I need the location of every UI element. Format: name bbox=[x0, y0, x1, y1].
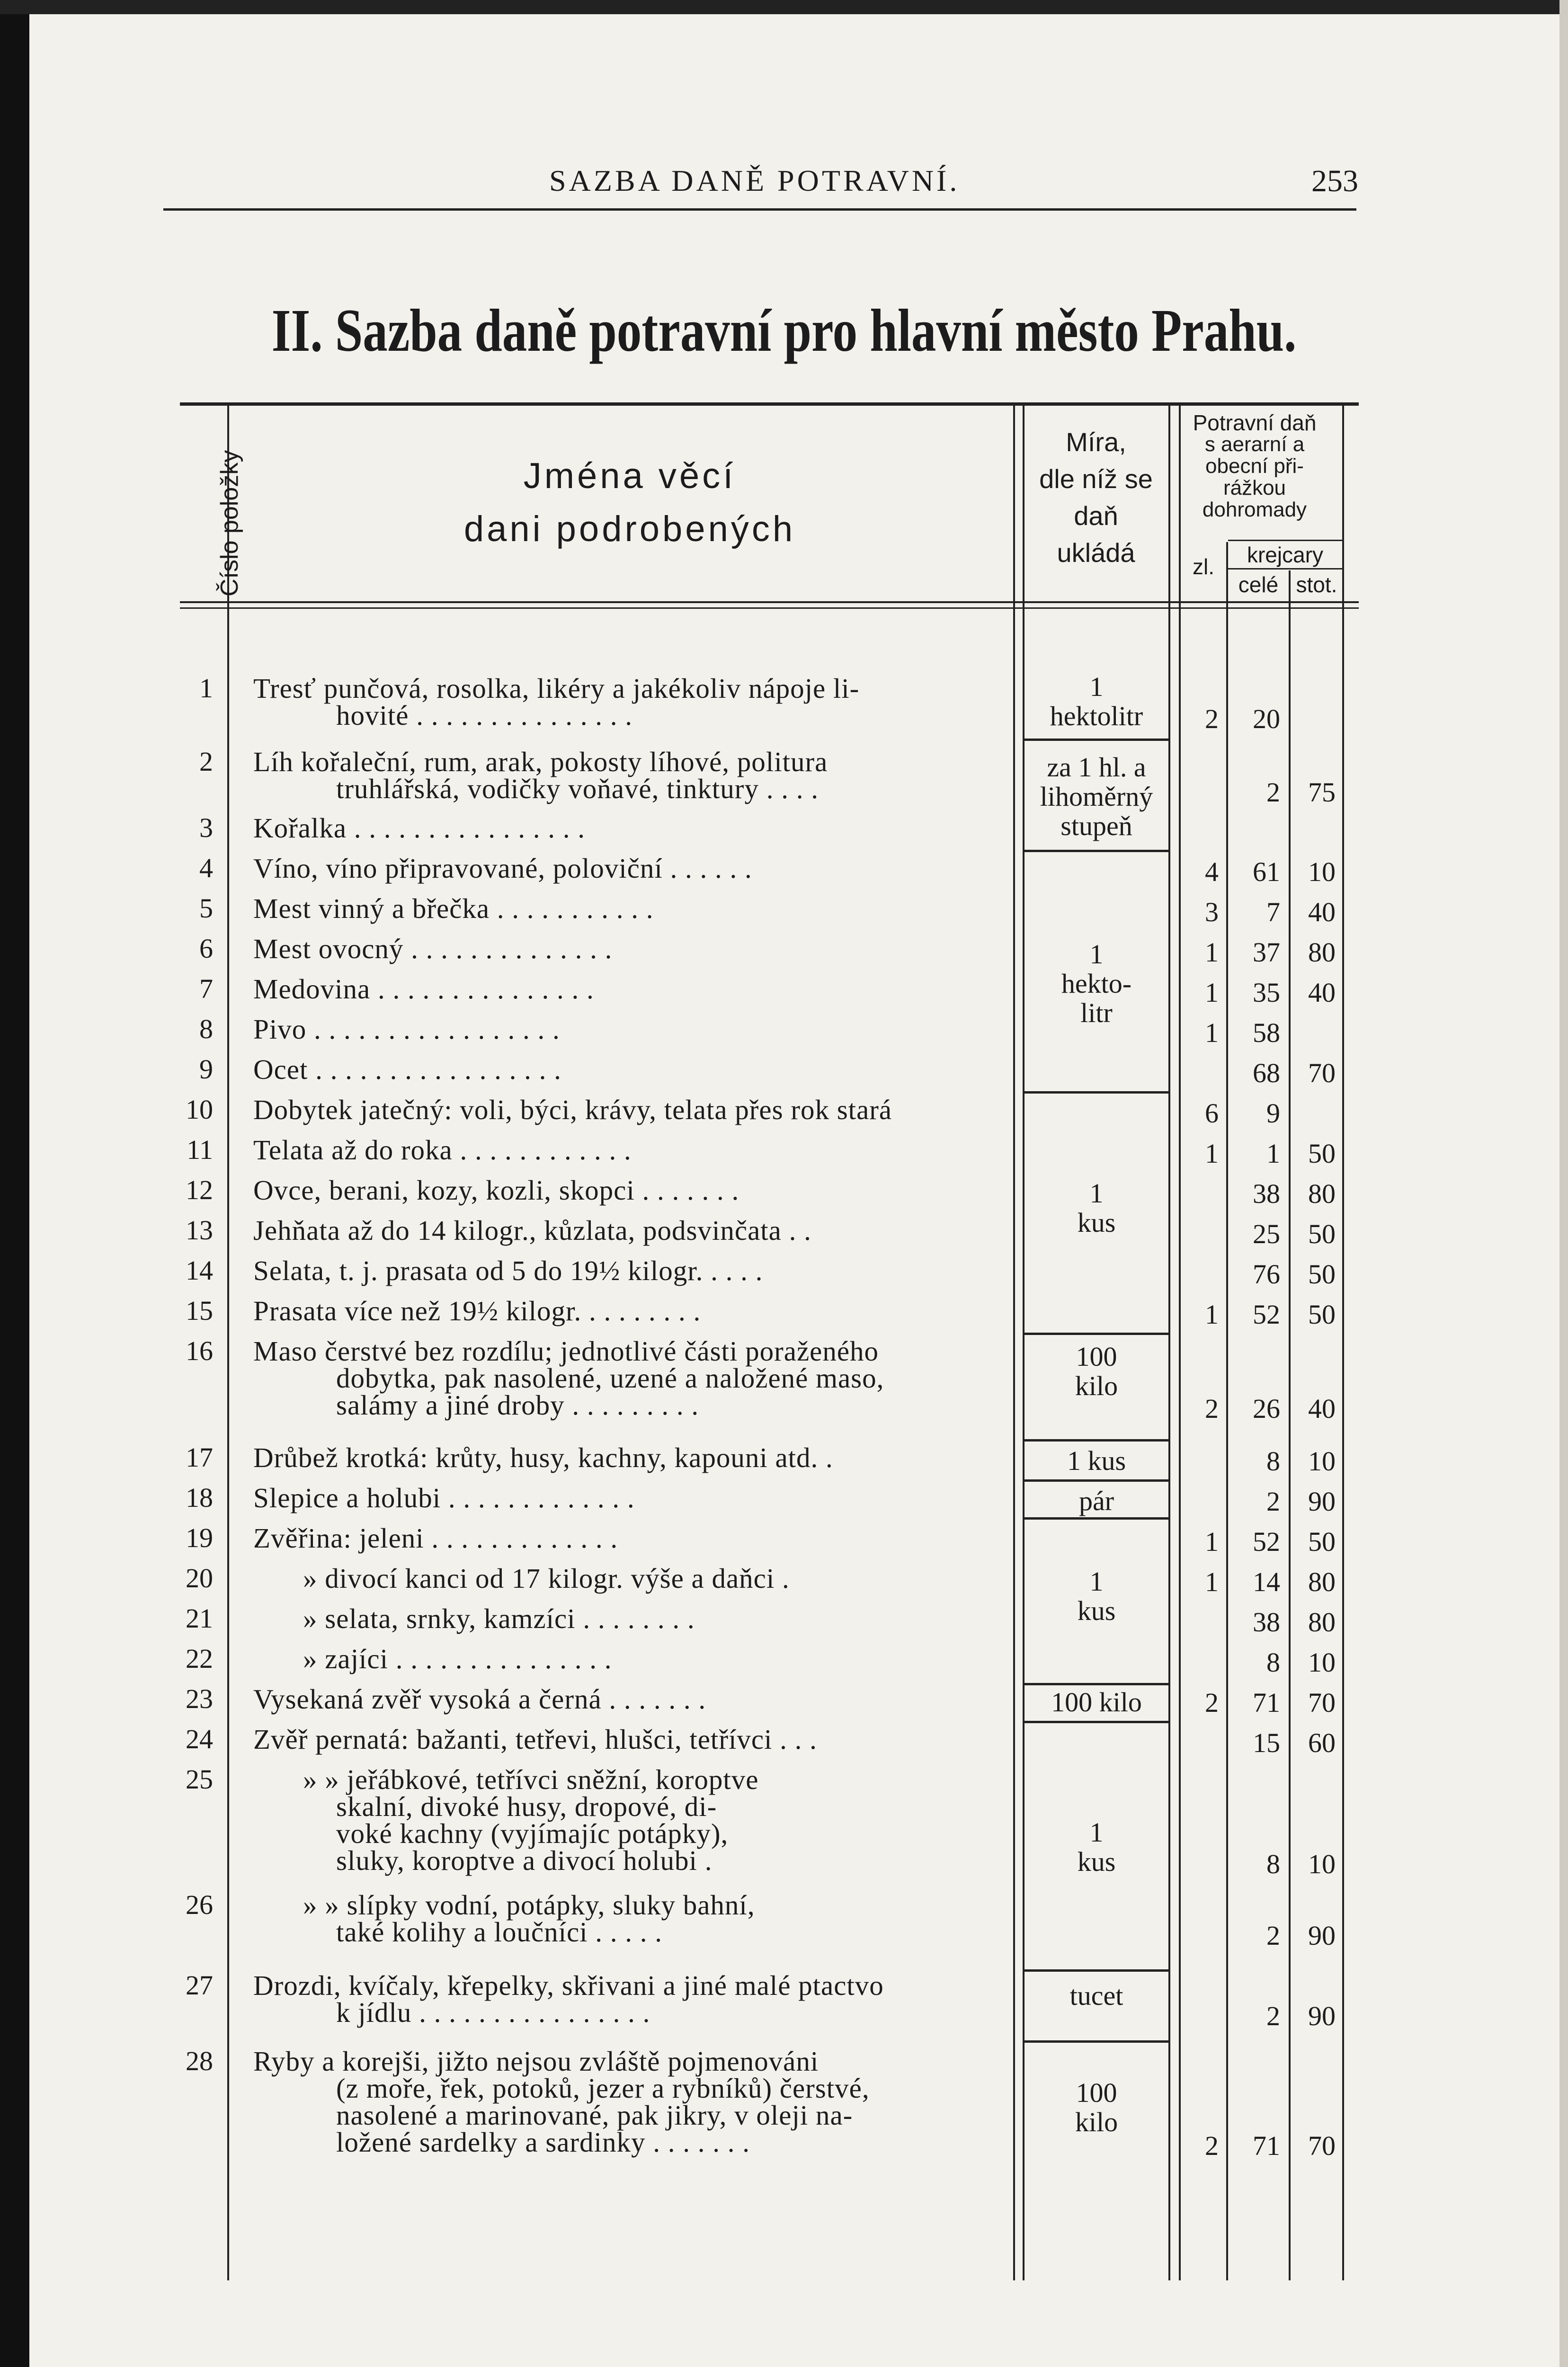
measure-unit bbox=[1025, 1688, 1168, 1717]
unit-rule bbox=[1025, 1333, 1168, 1335]
row-number: 11 bbox=[187, 1134, 213, 1165]
item-name-line: Zvěřina: jeleni . . . . . . . . . . . . . bbox=[253, 1522, 618, 1554]
row-number: 2 bbox=[199, 746, 213, 777]
tax-kr-stot: 60 bbox=[1308, 1727, 1336, 1758]
tax-kr-cele: 2 bbox=[1266, 2001, 1280, 2031]
tax-kr-cele: 14 bbox=[1253, 1566, 1280, 1597]
col-header-cele: celé bbox=[1238, 572, 1279, 597]
item-name-line: Ocet . . . . . . . . . . . . . . . . . bbox=[253, 1054, 561, 1085]
col-header-names bbox=[265, 450, 994, 556]
measure-unit bbox=[1025, 1446, 1168, 1476]
tax-kr-stot: 10 bbox=[1308, 1647, 1336, 1678]
col-header-measure-line: dle níž se bbox=[1039, 464, 1153, 494]
item-name-line: dobytka, pak nasolené, uzené a naložené maso, bbox=[336, 1362, 884, 1394]
measure-unit-line: pár bbox=[1078, 1486, 1114, 1516]
measure-unit bbox=[1025, 940, 1168, 1028]
tax-kr-cele: 15 bbox=[1253, 1727, 1280, 1758]
tax-kr-stot: 50 bbox=[1308, 1259, 1336, 1290]
tax-kr-stot: 90 bbox=[1308, 1920, 1336, 1951]
row-number: 26 bbox=[186, 1889, 213, 1920]
measure-unit-line: 100 bbox=[1076, 2077, 1117, 2108]
tax-kr-stot: 80 bbox=[1308, 1607, 1336, 1637]
measure-unit-line: 1 bbox=[1089, 1178, 1104, 1209]
tax-kr-cele: 76 bbox=[1253, 1259, 1280, 1290]
row-number: 8 bbox=[199, 1014, 213, 1044]
tax-kr-cele: 71 bbox=[1253, 1687, 1280, 1718]
tax-kr-cele: 38 bbox=[1253, 1607, 1280, 1637]
col-divider bbox=[1168, 406, 1170, 2280]
tax-kr-stot: 90 bbox=[1308, 1486, 1336, 1517]
col-header-measure-line: daň bbox=[1074, 501, 1118, 531]
item-name-line: Prasata více než 19½ kilogr. . . . . . . . . bbox=[253, 1295, 701, 1326]
tax-zl: 6 bbox=[1205, 1098, 1219, 1129]
tax-kr-cele: 38 bbox=[1253, 1178, 1280, 1209]
item-name-line: Maso čerstvé bez rozdílu; jednotlivé části poraženého bbox=[253, 1335, 879, 1367]
tax-kr-stot: 50 bbox=[1308, 1138, 1336, 1169]
unit-rule bbox=[1025, 850, 1168, 852]
measure-unit-line: 1 bbox=[1089, 1566, 1104, 1597]
header-rule bbox=[163, 208, 1356, 211]
measure-unit-line: kus bbox=[1077, 1595, 1116, 1626]
unit-rule bbox=[1025, 2040, 1168, 2043]
tax-zl: 2 bbox=[1205, 703, 1219, 734]
col-header-names-line2: dani podrobených bbox=[463, 509, 796, 549]
unit-rule bbox=[1025, 1517, 1168, 1520]
col-divider bbox=[1342, 406, 1344, 2280]
page-number: 253 bbox=[1311, 164, 1358, 198]
tax-kr-stot: 90 bbox=[1308, 2001, 1336, 2031]
row-number: 22 bbox=[186, 1643, 213, 1674]
row-number: 3 bbox=[199, 812, 213, 843]
row-number: 21 bbox=[186, 1603, 213, 1634]
table-top-rule bbox=[180, 402, 1359, 406]
item-name-line: hovité . . . . . . . . . . . . . . . bbox=[336, 700, 633, 731]
measure-unit bbox=[1025, 672, 1168, 731]
item-name-line: » » slípky vodní, potápky, sluky bahní, bbox=[303, 1889, 755, 1921]
tax-zl: 1 bbox=[1205, 1017, 1219, 1048]
row-number: 23 bbox=[186, 1683, 213, 1714]
col-header-measure-line: ukládá bbox=[1057, 538, 1135, 568]
tax-zl: 2 bbox=[1205, 1393, 1219, 1424]
row-number: 27 bbox=[186, 1970, 213, 2001]
row-number: 14 bbox=[186, 1255, 213, 1286]
subheader-rule bbox=[1228, 568, 1342, 570]
item-name-line: také kolihy a loučníci . . . . . bbox=[336, 1916, 663, 1948]
row-number: 15 bbox=[186, 1295, 213, 1326]
measure-unit-line: hekto- bbox=[1061, 968, 1132, 999]
tax-zl: 1 bbox=[1205, 937, 1219, 968]
tax-kr-stot: 10 bbox=[1308, 1446, 1336, 1477]
tax-kr-cele: 52 bbox=[1253, 1526, 1280, 1557]
row-number: 19 bbox=[186, 1522, 213, 1553]
tax-kr-stot: 40 bbox=[1308, 897, 1336, 927]
measure-unit-line: 100 bbox=[1076, 1341, 1117, 1372]
tax-kr-stot: 40 bbox=[1308, 1393, 1336, 1424]
item-name-line: Ovce, berani, kozy, kozli, skopci . . . . . . . bbox=[253, 1175, 739, 1206]
col-header-kr: krejcary bbox=[1247, 543, 1324, 567]
item-name-line: Medovina . . . . . . . . . . . . . . . bbox=[253, 973, 594, 1005]
measure-unit-line: litr bbox=[1080, 997, 1113, 1028]
subheader-rule bbox=[1228, 540, 1342, 541]
row-number: 6 bbox=[199, 933, 213, 964]
item-name-line: Zvěř pernatá: bažanti, tetřevi, hlušci, tetřívci . . . bbox=[253, 1724, 817, 1755]
item-name-line: ložené sardelky a sardinky . . . . . . . bbox=[336, 2127, 750, 2158]
item-name-line: voké kachny (vyjímajíc potápky), bbox=[336, 1818, 729, 1849]
item-name-line: Slepice a holubi . . . . . . . . . . . . . bbox=[253, 1482, 635, 1513]
col-header-names-line1: Jména věcí bbox=[523, 456, 736, 496]
tax-kr-cele: 25 bbox=[1253, 1219, 1280, 1249]
tax-kr-cele: 20 bbox=[1253, 703, 1280, 734]
measure-unit-line: kilo bbox=[1075, 1370, 1118, 1401]
item-name-line: Tresť punčová, rosolka, likéry a jakékoliv nápoje li- bbox=[253, 673, 860, 704]
item-name-line: » selata, srnky, kamzíci . . . . . . . . bbox=[303, 1603, 695, 1634]
tax-kr-cele: 2 bbox=[1266, 777, 1280, 808]
row-number: 4 bbox=[199, 853, 213, 883]
tax-kr-cele: 68 bbox=[1253, 1058, 1280, 1088]
item-name-line: sluky, koroptve a divocí holubi . bbox=[336, 1845, 713, 1876]
header-bottom-rule bbox=[180, 601, 1359, 603]
item-name-line: Mest ovocný . . . . . . . . . . . . . . bbox=[253, 933, 613, 964]
tax-zl: 4 bbox=[1205, 856, 1219, 887]
tax-kr-cele: 61 bbox=[1253, 856, 1280, 887]
item-name-line: Dobytek jatečný: voli, býci, krávy, telata přes rok stará bbox=[253, 1094, 892, 1125]
unit-rule bbox=[1025, 1091, 1168, 1094]
col-header-zl: zl. bbox=[1193, 554, 1214, 579]
measure-unit-line: kus bbox=[1077, 1846, 1116, 1877]
tax-kr-stot: 80 bbox=[1308, 1566, 1336, 1597]
measure-unit-line: za 1 hl. a bbox=[1047, 752, 1146, 783]
tax-kr-cele: 7 bbox=[1266, 897, 1280, 927]
tax-kr-stot: 70 bbox=[1308, 1687, 1336, 1718]
item-name-line: Líh kořaleční, rum, arak, pokosty líhové, politura bbox=[253, 746, 828, 777]
measure-unit-line: stupeň bbox=[1060, 810, 1132, 841]
item-name-line: Vysekaná zvěř vysoká a černá . . . . . . . bbox=[253, 1683, 706, 1715]
tax-kr-cele: 58 bbox=[1253, 1017, 1280, 1048]
row-number: 25 bbox=[186, 1764, 213, 1795]
item-name-line: k jídlu . . . . . . . . . . . . . . . . bbox=[336, 1997, 650, 2028]
tax-kr-stot: 70 bbox=[1308, 1058, 1336, 1088]
measure-unit bbox=[1025, 2078, 1168, 2137]
tax-kr-stot: 50 bbox=[1308, 1526, 1336, 1557]
item-name-line: Drůbež krotká: krůty, husy, kachny, kapouni atd. . bbox=[253, 1442, 833, 1473]
col-header-tax-line: obecní při- bbox=[1205, 454, 1304, 478]
tax-kr-stot: 70 bbox=[1308, 2130, 1336, 2161]
col-divider bbox=[1179, 406, 1181, 2280]
item-name-line: Selata, t. j. prasata od 5 do 19½ kilogr. . . . . bbox=[253, 1255, 763, 1286]
col-header-number: Číslo položky bbox=[216, 450, 243, 596]
row-number: 18 bbox=[186, 1482, 213, 1513]
row-number: 10 bbox=[186, 1094, 213, 1125]
tax-kr-stot: 10 bbox=[1308, 856, 1336, 887]
unit-rule bbox=[1025, 1969, 1168, 1972]
item-name-line: nasolené a marinované, pak jikry, v oleji na- bbox=[336, 2100, 853, 2131]
header-bottom-rule-2 bbox=[180, 607, 1359, 609]
measure-unit bbox=[1025, 1179, 1168, 1237]
tax-zl: 1 bbox=[1205, 1566, 1219, 1597]
col-header-measure bbox=[1018, 424, 1174, 571]
item-name-line: Pivo . . . . . . . . . . . . . . . . . bbox=[253, 1014, 560, 1045]
tax-kr-stot: 10 bbox=[1308, 1849, 1336, 1879]
item-name-line: » divocí kanci od 17 kilogr. výše a daňci . bbox=[303, 1563, 790, 1594]
item-name-line: Ryby a korejši, jižto nejsou zvláště pojmenováni bbox=[253, 2046, 819, 2077]
col-divider bbox=[227, 406, 229, 2280]
tax-zl: 2 bbox=[1205, 1687, 1219, 1718]
item-name-line: Mest vinný a břečka . . . . . . . . . . . bbox=[253, 893, 654, 924]
measure-unit bbox=[1025, 753, 1168, 841]
row-number: 9 bbox=[199, 1054, 213, 1085]
row-number: 12 bbox=[186, 1175, 213, 1205]
item-name-line: Telata až do roka . . . . . . . . . . . . bbox=[253, 1134, 632, 1166]
tax-kr-stot: 40 bbox=[1308, 977, 1336, 1008]
row-number: 1 bbox=[199, 673, 213, 703]
tax-kr-cele: 26 bbox=[1253, 1393, 1280, 1424]
measure-unit-line: 1 kus bbox=[1067, 1445, 1126, 1476]
item-name-line: » zajíci . . . . . . . . . . . . . . . bbox=[303, 1643, 612, 1674]
tax-kr-cele: 1 bbox=[1266, 1138, 1280, 1169]
tax-kr-stot: 75 bbox=[1308, 777, 1336, 808]
scan-right-edge bbox=[1559, 0, 1568, 2367]
tax-kr-cele: 52 bbox=[1253, 1299, 1280, 1330]
item-name-line: Drozdi, kvíčaly, křepelky, skřivani a jiné malé ptactvo bbox=[253, 1970, 884, 2001]
tax-kr-stot: 50 bbox=[1308, 1219, 1336, 1249]
unit-rule bbox=[1025, 1479, 1168, 1482]
measure-unit-line: 1 bbox=[1089, 1817, 1104, 1848]
unit-rule bbox=[1025, 1683, 1168, 1685]
measure-unit-line: tucet bbox=[1069, 1980, 1123, 2011]
tax-kr-cele: 37 bbox=[1253, 937, 1280, 968]
item-name-line: skalní, divoké husy, dropové, di- bbox=[336, 1791, 717, 1822]
item-name-line: Kořalka . . . . . . . . . . . . . . . . bbox=[253, 812, 586, 844]
measure-unit bbox=[1025, 1342, 1168, 1401]
tax-zl: 1 bbox=[1205, 1138, 1219, 1169]
measure-unit bbox=[1025, 1567, 1168, 1626]
page-title: II. Sazba daně potravní pro hlavní město Prahu. bbox=[271, 297, 1297, 364]
tax-kr-cele: 8 bbox=[1266, 1849, 1280, 1879]
tax-kr-cele: 2 bbox=[1266, 1486, 1280, 1517]
measure-unit-line: 1 bbox=[1089, 939, 1104, 970]
tax-zl: 2 bbox=[1205, 2130, 1219, 2161]
item-name-line: Jehňata až do 14 kilogr., kůzlata, podsvinčata . . bbox=[253, 1215, 811, 1246]
tax-kr-cele: 71 bbox=[1253, 2130, 1280, 2161]
tax-kr-cele: 9 bbox=[1266, 1098, 1280, 1129]
row-number: 16 bbox=[186, 1335, 213, 1366]
tax-zl: 1 bbox=[1205, 1526, 1219, 1557]
col-header-tax-line: s aerarní a bbox=[1204, 433, 1305, 456]
running-head: SAZBA DANĚ POTRAVNÍ. bbox=[549, 164, 960, 197]
measure-unit-line: kilo bbox=[1075, 2107, 1118, 2137]
item-name-line: Víno, víno připravované, poloviční . . . . . . bbox=[253, 853, 752, 884]
tax-kr-cele: 8 bbox=[1266, 1446, 1280, 1477]
row-number: 24 bbox=[186, 1724, 213, 1754]
item-name-line: salámy a jiné droby . . . . . . . . . bbox=[336, 1389, 699, 1421]
measure-unit-line: kus bbox=[1077, 1207, 1116, 1238]
row-number: 5 bbox=[199, 893, 213, 924]
scan-top-edge bbox=[0, 0, 1568, 14]
row-number: 13 bbox=[186, 1215, 213, 1246]
measure-unit-line: 1 bbox=[1089, 671, 1104, 702]
measure-unit-line: lihoměrný bbox=[1040, 781, 1153, 812]
col-header-tax-line: dohromady bbox=[1202, 498, 1307, 521]
tax-kr-cele: 2 bbox=[1266, 1920, 1280, 1951]
col-header-measure-line: Míra, bbox=[1066, 427, 1126, 457]
tax-zl: 1 bbox=[1205, 977, 1219, 1008]
measure-unit-line: 100 kilo bbox=[1051, 1687, 1142, 1717]
col-divider bbox=[1013, 406, 1015, 2280]
tax-kr-cele: 8 bbox=[1266, 1647, 1280, 1678]
tax-kr-stot: 50 bbox=[1308, 1299, 1336, 1330]
unit-rule bbox=[1025, 739, 1168, 741]
item-name-line: (z moře, řek, potoků, jezer a rybníků) čerstvé, bbox=[336, 2073, 870, 2104]
col-header-tax-line: Potravní daň bbox=[1193, 410, 1317, 435]
measure-unit bbox=[1025, 1818, 1168, 1877]
row-number: 28 bbox=[186, 2046, 213, 2076]
row-number: 7 bbox=[199, 973, 213, 1004]
unit-rule bbox=[1025, 1439, 1168, 1442]
row-number: 17 bbox=[186, 1442, 213, 1473]
scan-binding-edge bbox=[0, 0, 29, 2367]
tax-kr-cele: 35 bbox=[1253, 977, 1280, 1008]
measure-unit bbox=[1025, 1981, 1168, 2011]
measure-unit-line: hektolitr bbox=[1050, 701, 1143, 731]
measure-unit bbox=[1025, 1486, 1168, 1516]
item-name-line: truhlářská, vodičky voňavé, tinktury . . . . bbox=[336, 773, 819, 804]
tax-kr-stot: 80 bbox=[1308, 1178, 1336, 1209]
tax-kr-stot: 80 bbox=[1308, 937, 1336, 968]
col-header-stot: stot. bbox=[1296, 572, 1337, 597]
item-name-line: » » jeřábkové, tetřívci sněžní, koroptve bbox=[303, 1764, 759, 1795]
unit-rule bbox=[1025, 1721, 1168, 1723]
col-header-tax-line: rážkou bbox=[1223, 476, 1286, 499]
tax-zl: 1 bbox=[1205, 1299, 1219, 1330]
col-header-tax bbox=[1174, 412, 1335, 521]
row-number: 20 bbox=[186, 1563, 213, 1593]
tax-zl: 3 bbox=[1205, 897, 1219, 927]
